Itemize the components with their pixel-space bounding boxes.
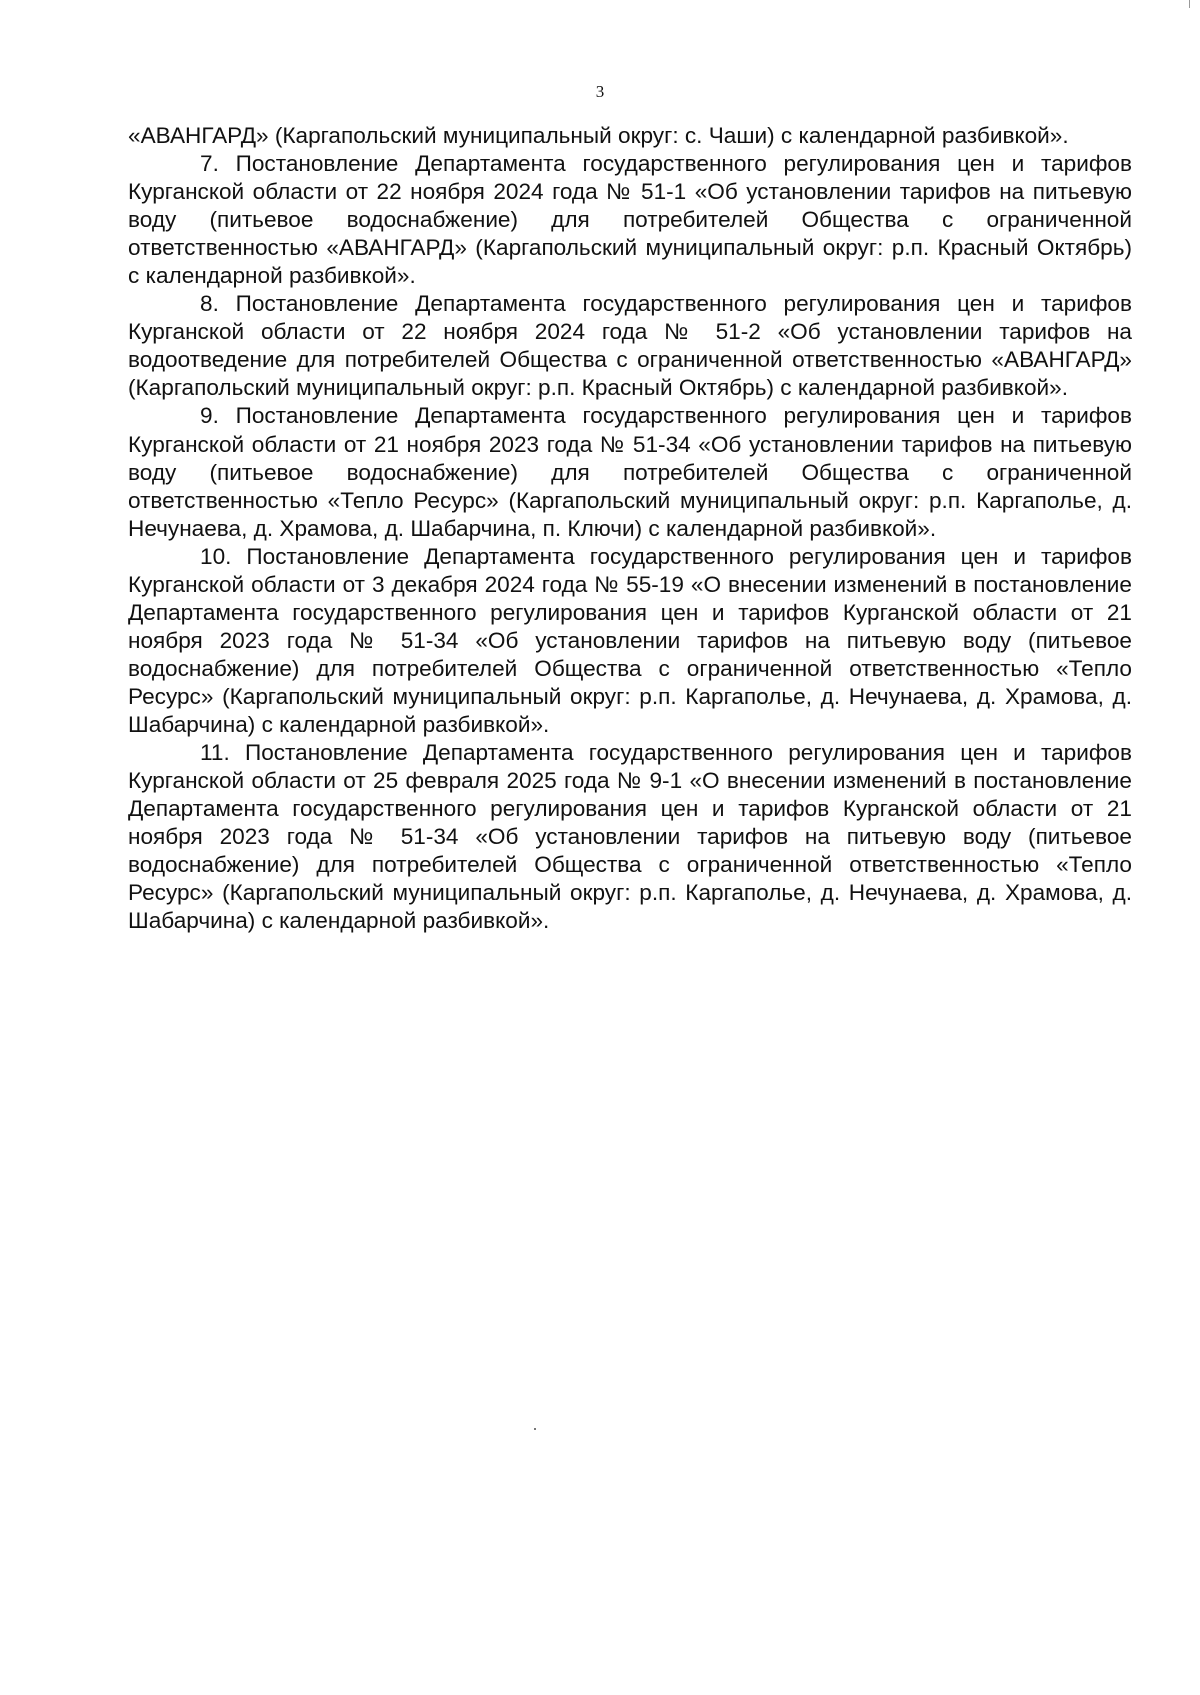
paragraph-item-8: 8. Постановление Департамента государственного регулирования цен и тарифов Курганской области от 22 ноября 2024 года № 51-2 «Об установлении тарифов на водоотведение для потребителей Общества с ограниченной ответственностью «АВАНГАРД» (Каргапольский муниципальный округ: р.п. Красный Октябрь) с календарной разбивкой». <box>128 291 1132 401</box>
paragraph-item-11: 11. Постановление Департамента государственного регулирования цен и тарифов Курганской области от 25 февраля 2025 года № 9-1 «О внесении изменений в постановление Департамента государственного регулирования цен и тарифов Курганской области от 21 ноября 2023 года № 51-34 «Об установлении тарифов на питьевую воду (питьевое водоснабжение) для потребителей Общества с ограниченной ответственностью «Тепло Ресурс» (Каргапольский муниципальный округ: р.п. Каргаполье, д. Нечунаева, д. Храмова, д. Шабарчина) с календарной разбивкой». <box>128 740 1132 934</box>
page-number: 3 <box>595 82 605 101</box>
paragraph-item-7: 7. Постановление Департамента государственного регулирования цен и тарифов Курганской области от 22 ноября 2024 года № 51-1 «Об установлении тарифов на питьевую воду (питьевое водоснабжение) для потребителей Общества с ограниченной ответственностью «АВАНГАРД» (Каргапольский муниципальный округ: р.п. Красный Октябрь) с календарной разбивкой». <box>128 151 1132 289</box>
scan-edge-mark <box>1189 0 1190 8</box>
scan-speck <box>534 1428 536 1430</box>
paragraph-continuation: «АВАНГАРД» (Каргапольский муниципальный округ: с. Чаши) с календарной разбивкой». <box>128 123 1069 148</box>
paragraph-item-9: 9. Постановление Департамента государственного регулирования цен и тарифов Курганской области от 21 ноября 2023 года № 51-34 «Об установлении тарифов на питьевую воду (питьевое водоснабжение) для потребителей Общества с ограниченной ответственностью «Тепло Ресурс» (Каргапольский муниципальный округ: р.п. Каргаполье, д. Нечунаева, д. Храмова, д. Шабарчина, п. Ключи) с календарной разбивкой». <box>128 403 1132 541</box>
document-body <box>128 122 1132 935</box>
paragraph-item-10: 10. Постановление Департамента государственного регулирования цен и тарифов Курганской области от 3 декабря 2024 года № 55-19 «О внесении изменений в постановление Департамента государственного регулирования цен и тарифов Курганской области от 21 ноября 2023 года № 51-34 «Об установлении тарифов на питьевую воду (питьевое водоснабжение) для потребителей Общества с ограниченной ответственностью «Тепло Ресурс» (Каргапольский муниципальный округ: р.п. Каргаполье, д. Нечунаева, д. Храмова, д. Шабарчина) с календарной разбивкой». <box>128 543 1132 737</box>
